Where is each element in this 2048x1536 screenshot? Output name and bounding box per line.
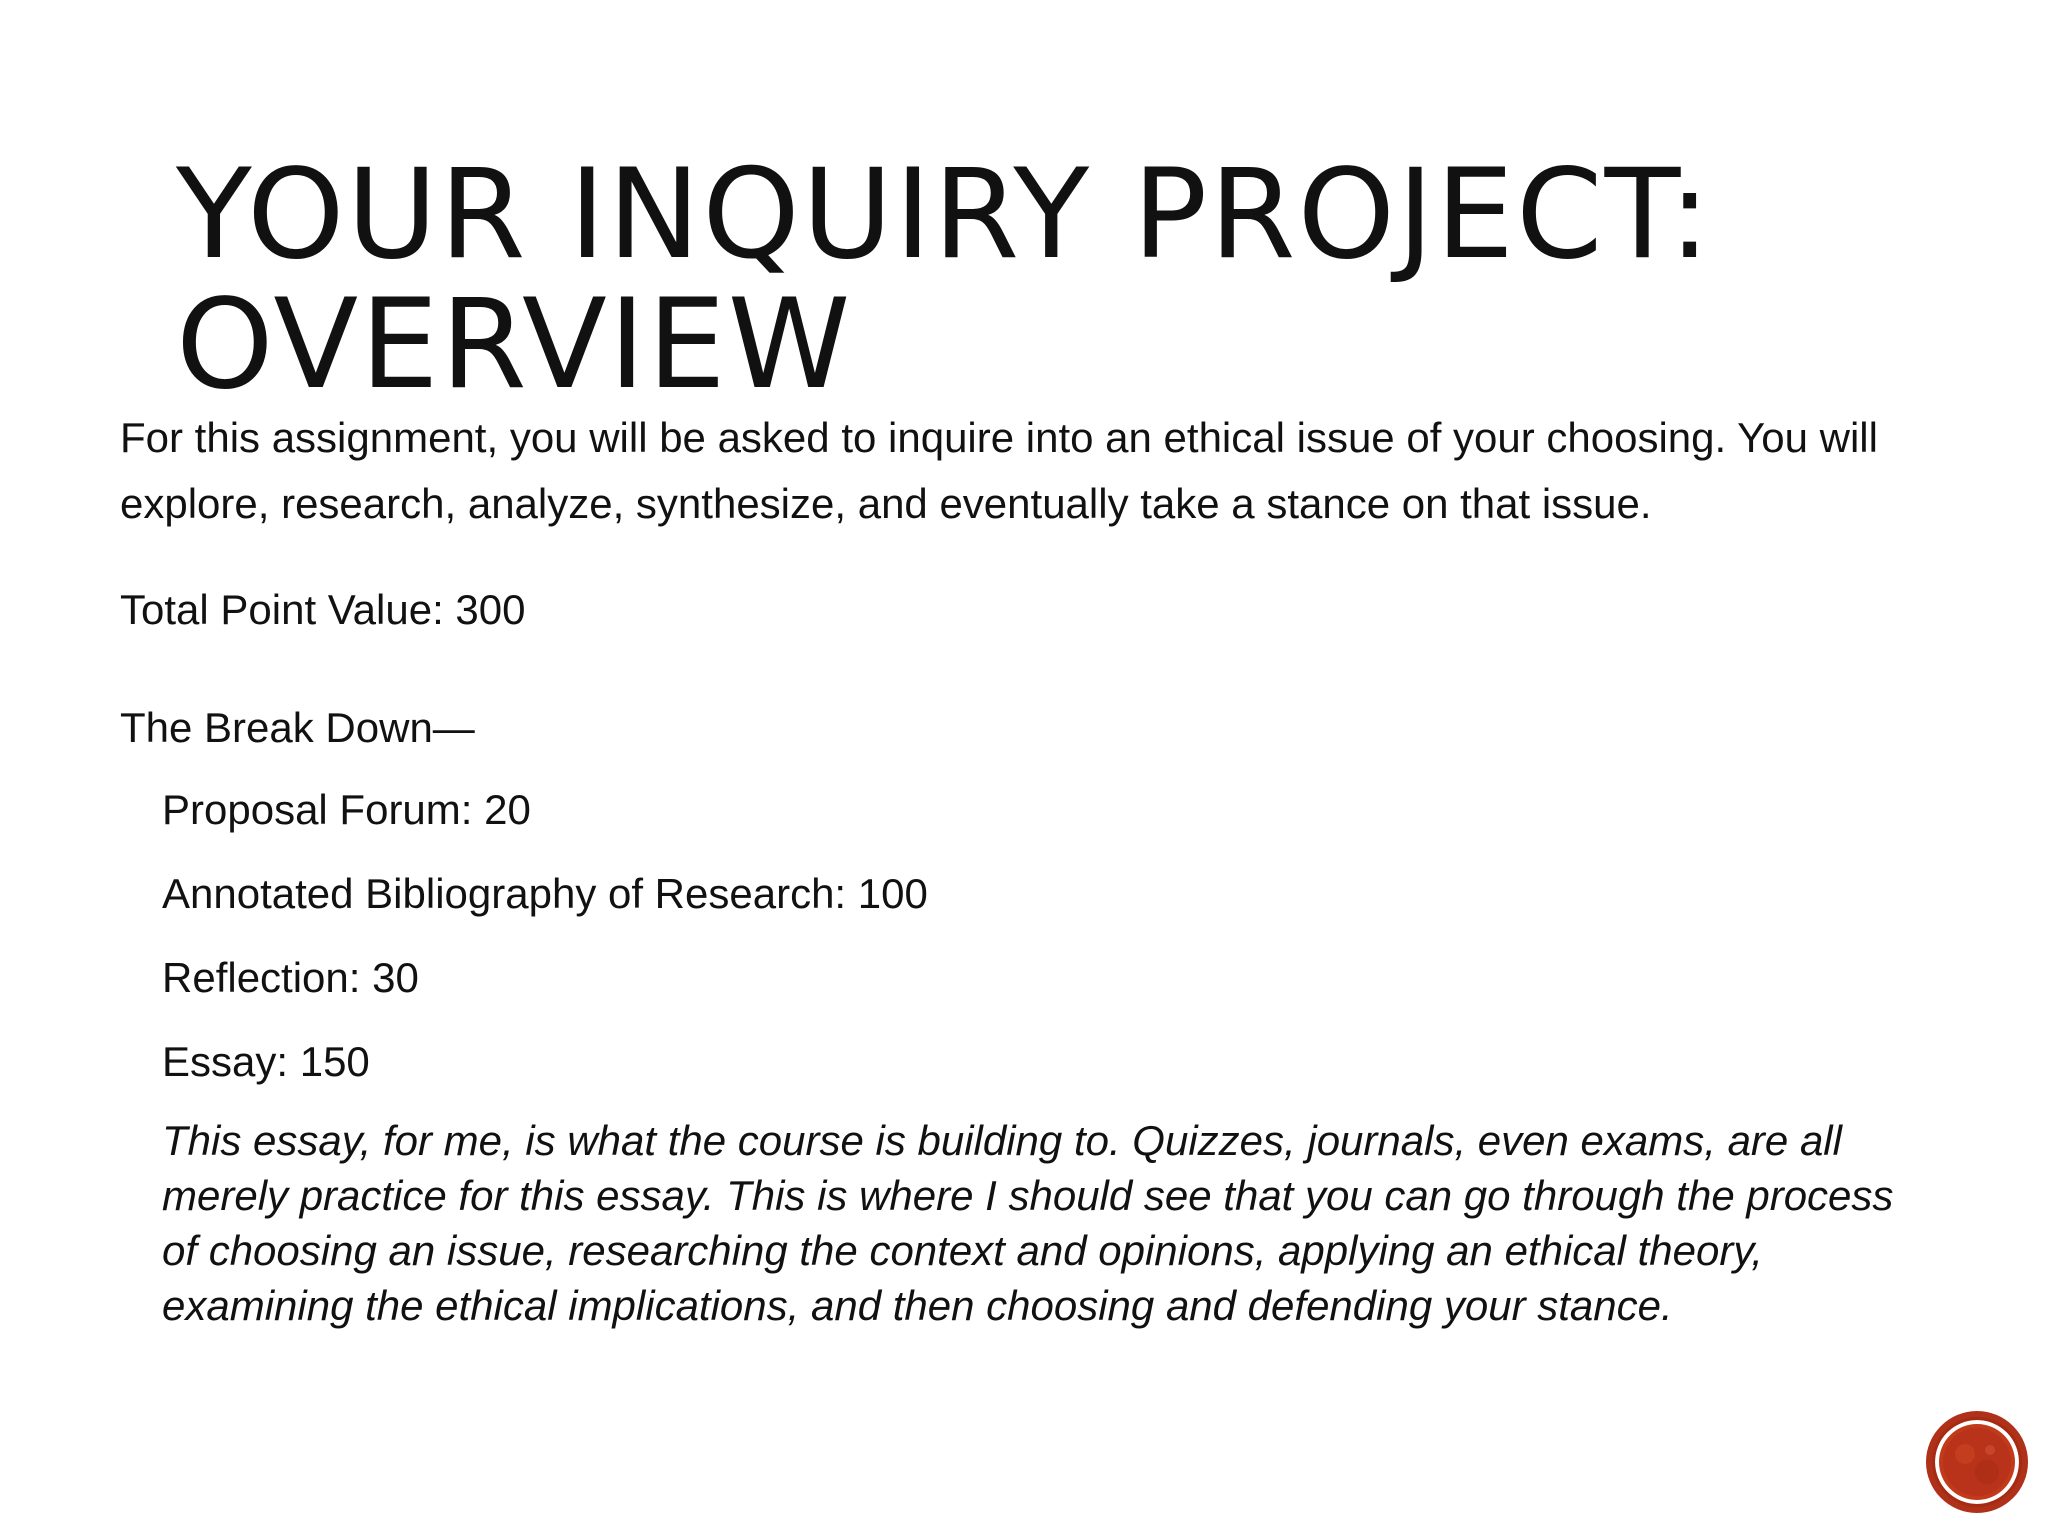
slide-title xyxy=(176,143,1776,417)
breakdown-heading: The Break Down— xyxy=(120,704,475,751)
breakdown-item-essay: Essay: 150 xyxy=(162,1038,370,1085)
breakdown-item-proposal-forum: Proposal Forum: 20 xyxy=(162,786,531,833)
circle-button-icon[interactable] xyxy=(1932,1417,2022,1507)
essay-note: This essay, for me, is what the course is building to. Quizzes, journals, even exams, are all merely practice for this essay. This is where I should see that you can go through the process of choosing an issue, researching the context and opinions, applying an ethical theory, examining the ethical implications, and then choosing and defending your stance. xyxy=(162,1117,1894,1329)
slide-body xyxy=(120,405,1900,1333)
breakdown-item-annotated-bibliography: Annotated Bibliography of Research: 100 xyxy=(162,870,928,917)
breakdown-item-reflection: Reflection: 30 xyxy=(162,954,419,1001)
slide-title-line-1: YOUR INQUIRY PROJECT: xyxy=(176,143,1713,287)
slide-title-line-2: OVERVIEW xyxy=(176,273,853,417)
circle-texture-icon xyxy=(1935,1420,2019,1504)
breakdown-list xyxy=(120,777,1900,1095)
intro-paragraph: For this assignment, you will be asked to inquire into an ethical issue of your choosing. You will explore, research, analyze, synthesize, and eventually take a stance on that issue. xyxy=(120,414,1878,527)
total-point-value: Total Point Value: 300 xyxy=(120,586,526,633)
